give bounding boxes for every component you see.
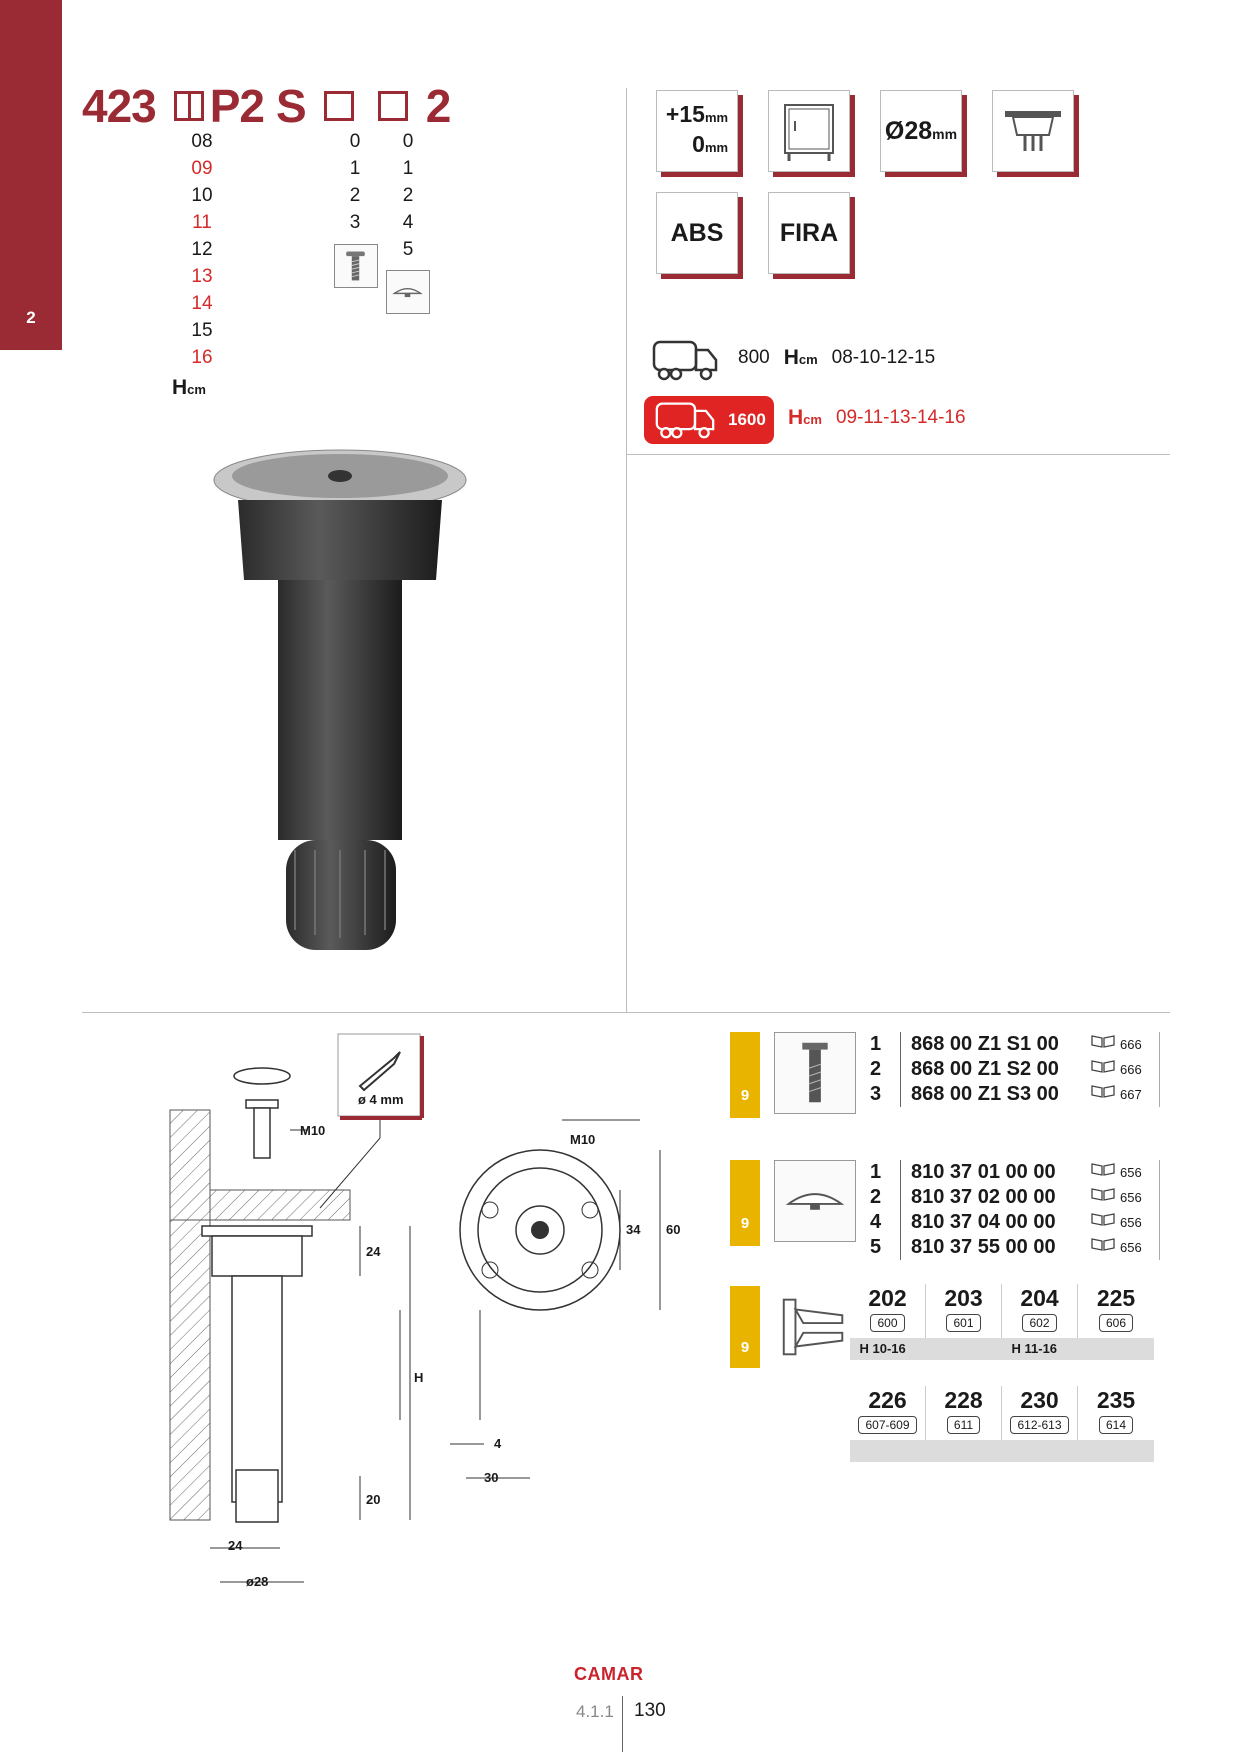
- screws-code-list: [870, 1032, 1160, 1118]
- catalog-page: 667: [1120, 1087, 1142, 1102]
- feature-bracket-icon: [992, 90, 1074, 172]
- dim-20: 20: [366, 1492, 381, 1507]
- clip-image: [774, 1286, 856, 1368]
- article-code: 868 00 Z1 S2 00: [900, 1057, 1090, 1082]
- catalog-page: 614: [1105, 1418, 1127, 1432]
- catalog-ref: [1022, 1314, 1056, 1332]
- series-number: 225: [1096, 1285, 1136, 1311]
- catalog-ref: [1090, 1160, 1160, 1185]
- clip-series-cell: [1078, 1284, 1154, 1360]
- section-tab-label: 2: [26, 308, 36, 327]
- truck-icon: [650, 338, 720, 387]
- delivery-row-2: Hcm 09-11-13-14-16: [788, 406, 966, 429]
- catalog-page: 656: [1120, 1215, 1142, 1230]
- group-tag: 9: [730, 1286, 760, 1368]
- cap-options-column: [398, 128, 418, 263]
- option-value: 2: [349, 185, 361, 206]
- series-number: 230: [1020, 1387, 1059, 1413]
- catalog-ref: [1090, 1082, 1160, 1107]
- code-row: [870, 1032, 1160, 1057]
- dim-34: 34: [626, 1222, 641, 1237]
- heights-column: [172, 128, 232, 371]
- catalog-page: 601: [953, 1316, 974, 1330]
- clip-series-row-1: [850, 1284, 1154, 1360]
- catalog-page: 607-609: [865, 1418, 910, 1432]
- catalog-ref: [1090, 1032, 1160, 1057]
- variant-number: 2: [870, 1058, 882, 1080]
- height-range: [1078, 1338, 1154, 1360]
- variant-number: 1: [870, 1161, 882, 1183]
- clip-series-row-2: [850, 1386, 1154, 1462]
- variant-number: 3: [870, 1083, 882, 1105]
- m10-right-label: M10: [570, 1132, 596, 1147]
- catalog-ref: [1010, 1416, 1068, 1434]
- dim-30: 30: [484, 1470, 499, 1485]
- catalog-page: 600: [877, 1316, 898, 1330]
- clip-series-cell: [1078, 1386, 1154, 1462]
- m10-left-label: M10: [300, 1123, 326, 1138]
- height-range: [926, 1440, 1002, 1462]
- screw-thumbnail: [334, 244, 378, 288]
- clip-series-cell: [1002, 1284, 1078, 1360]
- catalog-ref: [1099, 1314, 1133, 1332]
- option-value: 0: [349, 131, 361, 152]
- feature-material: ABS: [656, 192, 738, 274]
- footer-divider: [622, 1696, 623, 1752]
- height-value: 15: [191, 320, 213, 341]
- brand-logo: CAMAR: [574, 1664, 644, 1684]
- book-icon: [1090, 1185, 1116, 1210]
- height-range: [926, 1338, 1002, 1360]
- catalog-ref: [1090, 1210, 1160, 1235]
- catalog-page: 606: [1105, 1316, 1127, 1330]
- catalog-page: 666: [1120, 1037, 1142, 1052]
- series-number: 228: [944, 1387, 983, 1413]
- screws-accessory-group: [730, 1032, 1160, 1118]
- product-code: [82, 78, 450, 134]
- option2-placeholder-box: [378, 91, 408, 121]
- catalog-page: 656: [1120, 1240, 1142, 1255]
- delivery-badge-highlight: 1600: [644, 396, 774, 444]
- option-value: 4: [402, 212, 414, 233]
- catalog-ref: [1090, 1235, 1160, 1260]
- screw-image: [774, 1032, 856, 1114]
- page-number: 130: [634, 1700, 666, 1721]
- option1-placeholder-box: [324, 91, 354, 121]
- book-icon: [1090, 1082, 1116, 1107]
- dim-28-diameter: ø28: [246, 1574, 269, 1589]
- catalog-ref: [1090, 1185, 1160, 1210]
- option-value: 2: [402, 185, 414, 206]
- option-value: 5: [402, 239, 414, 260]
- feature-cabinet-icon: [768, 90, 850, 172]
- height-value: 09: [191, 158, 213, 179]
- code-s: S: [276, 80, 306, 132]
- article-code: 868 00 Z1 S3 00: [900, 1082, 1090, 1107]
- cap-thumbnail: [386, 270, 430, 314]
- height-value: 11: [192, 212, 212, 233]
- catalog-page: 611: [953, 1418, 974, 1432]
- clip-series-cell: [850, 1386, 926, 1462]
- height-range: [1002, 1440, 1078, 1462]
- book-icon: [1090, 1210, 1116, 1235]
- cap-image: [774, 1160, 856, 1242]
- catalog-ref: [870, 1314, 904, 1332]
- code-row: [870, 1185, 1160, 1210]
- dim-4: 4: [494, 1436, 502, 1451]
- series-number: 204: [1020, 1285, 1059, 1311]
- technical-drawing: [150, 1030, 710, 1600]
- group-tag: 9: [730, 1032, 760, 1118]
- article-code: 810 37 01 00 00: [900, 1160, 1090, 1185]
- variant-number: 4: [870, 1211, 882, 1233]
- book-icon: [1090, 1032, 1116, 1057]
- catalog-page: 666: [1120, 1062, 1142, 1077]
- book-icon: [1090, 1160, 1116, 1185]
- vertical-divider: [626, 88, 627, 1012]
- product-photo: [200, 440, 480, 960]
- section-tab: [0, 0, 62, 350]
- article-code: 868 00 Z1 S1 00: [900, 1032, 1090, 1057]
- code-row: [870, 1235, 1160, 1260]
- height-range: H 10-16: [850, 1338, 926, 1360]
- clip-series-cell: [926, 1386, 1002, 1462]
- catalog-ref: [858, 1416, 916, 1434]
- catalog-page: 602: [1029, 1316, 1050, 1330]
- code-suffix: 2: [425, 80, 451, 132]
- caps-code-list: [870, 1160, 1160, 1258]
- option-value: 3: [349, 212, 361, 233]
- code-row: [870, 1082, 1160, 1107]
- variant-number: 5: [870, 1236, 882, 1258]
- series-number: 202: [868, 1285, 907, 1311]
- dim-60: 60: [666, 1222, 681, 1237]
- delivery-row-1: 800 Hcm 08-10-12-15: [738, 346, 936, 369]
- code-p2: P2: [209, 80, 265, 132]
- feature-diameter: Ø28mm: [880, 90, 962, 172]
- height-value: 13: [191, 266, 213, 287]
- height-value: 10: [191, 185, 213, 206]
- code-row: [870, 1210, 1160, 1235]
- height-value: 16: [191, 347, 213, 368]
- height-value: 12: [191, 239, 213, 260]
- height-range: H 11-16: [1002, 1338, 1078, 1360]
- horizontal-divider-main: [82, 1012, 1170, 1013]
- clips-accessory-group: [730, 1286, 856, 1368]
- variant-number: 1: [870, 1033, 882, 1055]
- series-number: 226: [868, 1387, 907, 1413]
- group-tag: 9: [730, 1160, 760, 1246]
- code-row: [870, 1160, 1160, 1185]
- catalog-ref: [1099, 1416, 1133, 1434]
- section-number: 4.1.1: [576, 1702, 614, 1721]
- dim-24-vertical: 24: [366, 1244, 381, 1259]
- clip-series-cell: [1002, 1386, 1078, 1462]
- dim-24-horizontal: 24: [228, 1538, 243, 1553]
- height-range: [1078, 1440, 1154, 1462]
- dim-H: H: [414, 1370, 424, 1385]
- catalog-ref: [1090, 1057, 1160, 1082]
- option-value: 0: [402, 131, 414, 152]
- article-code: 810 37 04 00 00: [900, 1210, 1090, 1235]
- screw-options-column: [345, 128, 365, 236]
- height-value: 14: [191, 293, 213, 314]
- feature-adjustment: +15mm 0mm: [656, 90, 738, 172]
- code-prefix: 423: [82, 80, 156, 132]
- book-icon: [1090, 1057, 1116, 1082]
- heights-unit-label: Hcm: [172, 376, 206, 399]
- catalog-page: 656: [1120, 1190, 1142, 1205]
- caps-accessory-group: [730, 1160, 1160, 1258]
- horizontal-divider-right: [626, 454, 1170, 455]
- screw-diameter-label: ø 4 mm: [358, 1092, 404, 1107]
- catalog-ref: [946, 1314, 980, 1332]
- article-code: 810 37 55 00 00: [900, 1235, 1090, 1260]
- clip-series-cell: [926, 1284, 1002, 1360]
- catalog-page: 656: [1120, 1165, 1142, 1180]
- book-icon: [1090, 1235, 1116, 1260]
- clip-series-cell: [850, 1284, 926, 1360]
- option-value: 1: [402, 158, 414, 179]
- code-row: [870, 1057, 1160, 1082]
- height-range: [850, 1440, 926, 1462]
- option-value: 1: [349, 158, 361, 179]
- feature-fira: FIRA: [768, 192, 850, 274]
- variant-number: 2: [870, 1186, 882, 1208]
- height-value: 08: [191, 131, 213, 152]
- catalog-ref: [947, 1416, 980, 1434]
- article-code: 810 37 02 00 00: [900, 1185, 1090, 1210]
- height-placeholder-box: [174, 91, 204, 121]
- series-number: 235: [1096, 1387, 1136, 1413]
- series-number: 203: [944, 1285, 983, 1311]
- catalog-page: 612-613: [1017, 1418, 1062, 1432]
